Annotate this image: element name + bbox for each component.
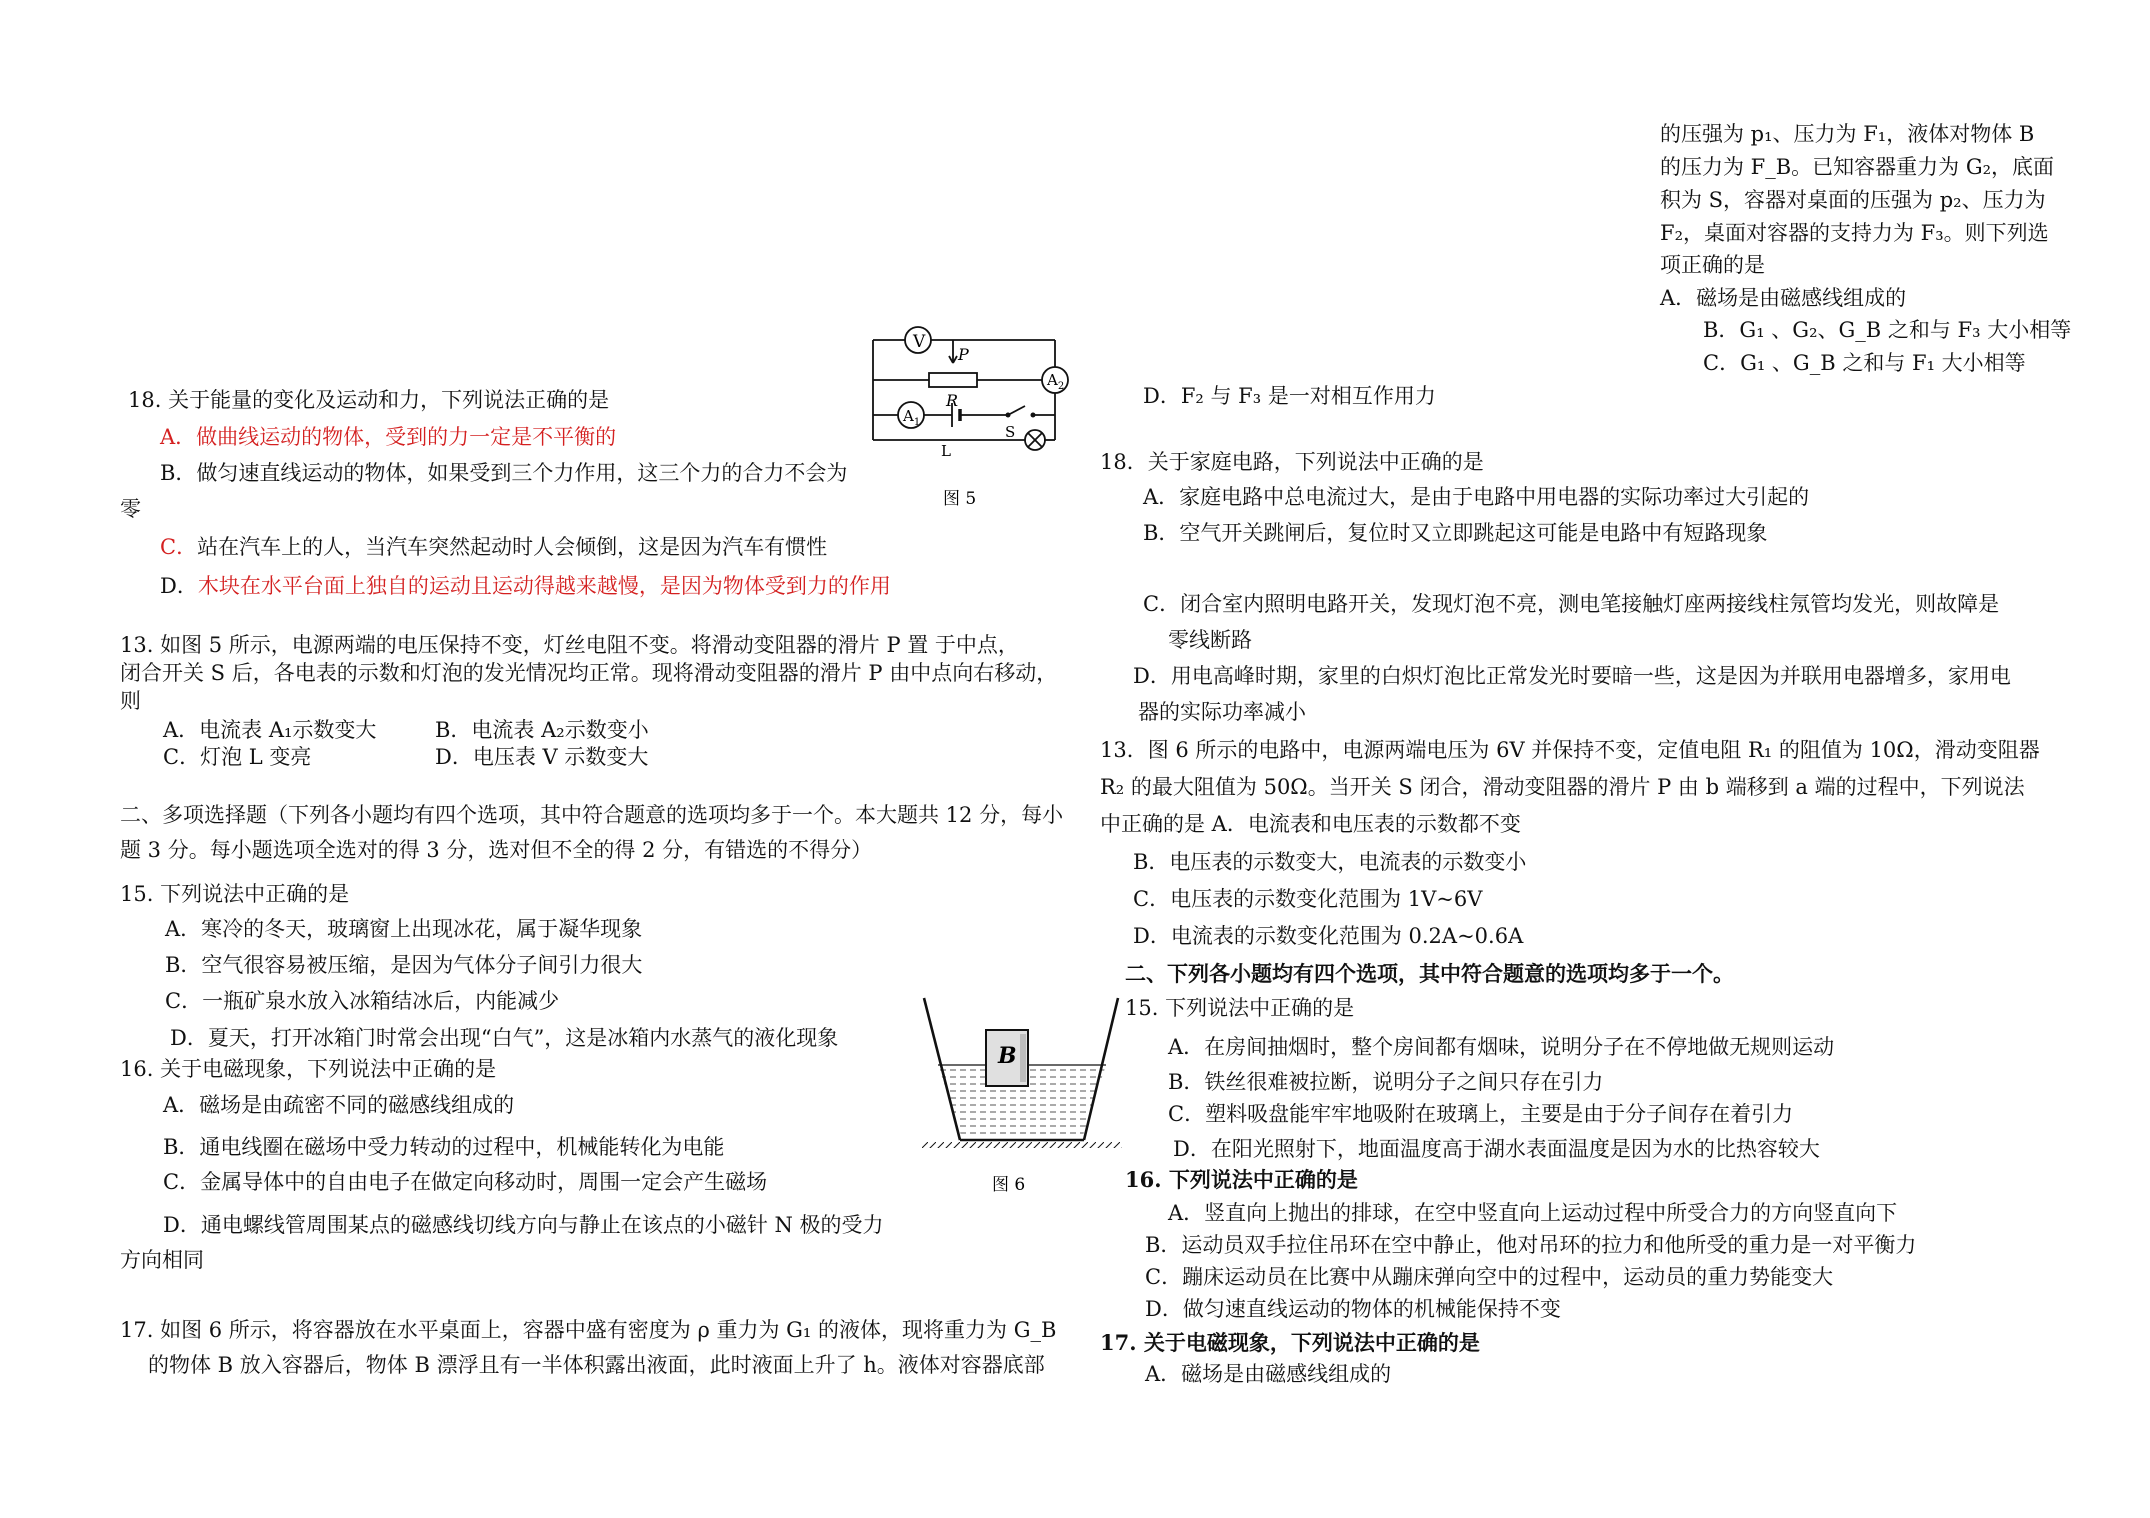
right-q17-option-b: B．G₁ 、G₂、G_B 之和与 F₃ 大小相等 xyxy=(1703,318,2072,342)
left-section2-line2: 题 3 分。每小题选项全选对的得 3 分，选对但不全的得 2 分，有错选的不得分） xyxy=(120,838,873,862)
figure-5-circuit xyxy=(865,318,1075,518)
left-q15-option-b: B．空气很容易被压缩，是因为气体分子间引力很大 xyxy=(165,953,643,977)
right-q18-option-c-cont: 零线断路 xyxy=(1168,628,1252,652)
fig5-caption: 图 5 xyxy=(943,489,977,509)
right-q17-option-c: C．G₁ 、G_B 之和与 F₁ 大小相等 xyxy=(1703,351,2026,375)
right-q17-cont4: F₂，桌面对容器的支持力为 F₃。则下列选 xyxy=(1660,221,2049,245)
left-q13-line2: 闭合开关 S 后，各电表的示数和灯泡的发光情况均正常。现将滑动变阻器的滑片 P 由中点向右移动， xyxy=(120,661,1058,685)
figure-6-container xyxy=(920,990,1125,1205)
left-q16-option-a: A．磁场是由疏密不同的磁感线组成的 xyxy=(163,1093,515,1117)
right-q13-option-c: C．电压表的示数变化范围为 1V~6V xyxy=(1133,887,1483,911)
right-q18-option-d: D．用电高峰时期，家里的白炽灯泡比正常发光时要暗一些，这是因为并联用电器增多，家用电 xyxy=(1133,664,2011,688)
right-q17-cont1: 的压强为 p₁、压力为 F₁，液体对物体 B xyxy=(1660,122,2035,146)
right-q17-option-d: D．F₂ 与 F₃ 是一对相互作用力 xyxy=(1143,384,1436,408)
left-q16-option-b: B．通电线圈在磁场中受力转动的过程中，机械能转化为电能 xyxy=(163,1135,725,1159)
left-q18-option-c xyxy=(160,535,827,560)
right-q16-stem: 16. 下列说法中正确的是 xyxy=(1125,1167,1358,1192)
left-q17-line2: 的物体 B 放入容器后，物体 B 漂浮且有一半体积露出液面，此时液面上升了 h。液体对容器底部 xyxy=(148,1353,1045,1377)
right-q18-option-d-cont: 器的实际功率减小 xyxy=(1138,700,1306,724)
left-q16-option-d: D．通电螺线管周围某点的磁感线切线方向与静止在该点的小磁针 N 极的受力 xyxy=(163,1213,884,1237)
left-q13-option-a: A．电流表 A₁示数变大 xyxy=(163,718,377,742)
left-q18-c-text: 站在汽车上的人，当汽车突然起动时人会倾倒，这是因为汽车有惯性 xyxy=(197,535,828,559)
right-q13-option-b: B．电压表的示数变大，电流表的示数变小 xyxy=(1133,850,1527,874)
fig5-voltmeter-label: V xyxy=(913,332,926,352)
left-q13-option-b: B．电流表 A₂示数变小 xyxy=(435,718,649,742)
right-q18-stem: 18．关于家庭电路，下列说法中正确的是 xyxy=(1100,450,1484,474)
fig6-object-label: B xyxy=(998,1043,1017,1069)
left-q18-option-b-cont: 零 xyxy=(120,497,141,521)
left-q18-d-text: 木块在水平台面上独自的运动且运动得越来越慢，是因为物体受到力的作用 xyxy=(197,574,891,598)
fig6-caption: 图 6 xyxy=(992,1175,1026,1195)
right-q15-stem: 15. 下列说法中正确的是 xyxy=(1125,996,1355,1020)
left-q18-option-a: A．做曲线运动的物体，受到的力一定是不平衡的 xyxy=(160,425,617,449)
right-q15-option-c: C．塑料吸盘能牢牢地吸附在玻璃上，主要是由于分子间存在着引力 xyxy=(1168,1102,1794,1126)
fig5-resistor-label: R xyxy=(946,391,959,410)
left-q17-line1: 17. 如图 6 所示，将容器放在水平桌面上，容器中盛有密度为 ρ 重力为 G₁ 的液体，现将重力为 G_B xyxy=(120,1318,1057,1342)
left-q15-option-d: D．夏天，打开冰箱门时常会出现“白气”，这是冰箱内水蒸气的液化现象 xyxy=(170,1026,839,1050)
left-q15-option-a: A．寒冷的冬天，玻璃窗上出现冰花，属于凝华现象 xyxy=(165,917,643,941)
right-q16-option-c: C．蹦床运动员在比赛中从蹦床弹向空中的过程中，运动员的重力势能变大 xyxy=(1145,1265,1834,1289)
right-q16-option-d: D．做匀速直线运动的物体的机械能保持不变 xyxy=(1145,1297,1561,1321)
right-q16-option-a: A．竖直向上抛出的排球，在空中竖直向上运动过程中所受合力的方向竖直向下 xyxy=(1168,1201,1898,1225)
right-q13-line3: 中正确的是 A．电流表和电压表的示数都不变 xyxy=(1100,812,1521,836)
right-q18-option-b: B．空气开关跳闸后，复位时又立即跳起这可能是电路中有短路现象 xyxy=(1143,521,1768,545)
left-q18-option-b: B．做匀速直线运动的物体，如果受到三个力作用，这三个力的合力不会为 xyxy=(160,461,848,485)
left-q16-option-d-cont: 方向相同 xyxy=(120,1248,204,1272)
left-q13-option-d: D．电压表 V 示数变大 xyxy=(435,745,649,769)
left-q13-option-c: C．灯泡 L 变亮 xyxy=(163,745,312,769)
fig5-switch-label: S xyxy=(1005,423,1016,441)
right-q17-cont3: 积为 S，容器对桌面的压强为 p₂、压力为 xyxy=(1660,188,2046,212)
right-q16-option-b: B．运动员双手拉住吊环在空中静止，他对吊环的拉力和他所受的重力是一对平衡力 xyxy=(1145,1233,1917,1257)
left-q13-line1: 13. 如图 5 所示，电源两端的电压保持不变，灯丝电阻不变。将滑动变阻器的滑片 P 置 于中点， xyxy=(120,633,1019,657)
left-q13-line3: 则 xyxy=(120,689,141,713)
right-q17-option-a: A．磁场是由磁感线组成的 xyxy=(1660,286,1907,310)
right-q15-option-b: B．铁丝很难被拉断，说明分子之间只存在引力 xyxy=(1168,1070,1604,1094)
right-q17-option-a: A．磁场是由磁感线组成的 xyxy=(1145,1362,1392,1386)
fig5-ammeter1-label: $A_1$ xyxy=(903,407,921,428)
right-q13-option-d: D．电流表的示数变化范围为 0.2A~0.6A xyxy=(1133,924,1524,948)
right-q18-option-c: C．闭合室内照明电路开关，发现灯泡不亮，测电笔接触灯座两接线柱氖管均发光，则故障是 xyxy=(1143,592,2000,616)
right-q13-line2: R₂ 的最大阻值为 50Ω。当开关 S 闭合，滑动变阻器的滑片 P 由 b 端移到 a 端的过程中，下列说法 xyxy=(1100,775,2025,799)
right-q15-option-d: D．在阳光照射下，地面温度高于湖水表面温度是因为水的比热容较大 xyxy=(1173,1137,1820,1161)
left-q18-stem: 18. 关于能量的变化及运动和力，下列说法正确的是 xyxy=(128,388,610,412)
fig5-lamp-label: L xyxy=(941,442,951,460)
right-q15-option-a: A．在房间抽烟时，整个房间都有烟味，说明分子在不停地做无规则运动 xyxy=(1168,1035,1835,1059)
right-q13-line1: 13．图 6 所示的电路中，电源两端电压为 6V 并保持不变，定值电阻 R₁ 的阻值为 10Ω，滑动变阻器 xyxy=(1100,738,2040,762)
right-q17-cont5: 项正确的是 xyxy=(1660,253,1765,277)
left-section2-line1: 二、多项选择题（下列各小题均有四个选项，其中符合题意的选项均多于一个。本大题共 12 分，每小 xyxy=(120,803,1064,827)
right-q18-option-a: A．家庭电路中总电流过大，是由于电路中用电器的实际功率过大引起的 xyxy=(1143,485,1810,509)
right-q17-stem: 17. 关于电磁现象，下列说法中正确的是 xyxy=(1100,1330,1480,1355)
fig5-ammeter2-label: $A_2$ xyxy=(1047,371,1065,392)
left-q16-stem: 16. 关于电磁现象，下列说法中正确的是 xyxy=(120,1057,497,1081)
left-q18-option-d xyxy=(160,574,891,599)
right-q17-cont2: 的压力为 F_B。已知容器重力为 G₂，底面 xyxy=(1660,155,2055,179)
right-section2: 二、下列各小题均有四个选项，其中符合题意的选项均多于一个。 xyxy=(1125,961,1734,986)
left-q15-option-c: C．一瓶矿泉水放入冰箱结冰后，内能减少 xyxy=(165,989,560,1013)
fig5-slider-label: P xyxy=(958,345,969,364)
left-q15-stem: 15. 下列说法中正确的是 xyxy=(120,882,350,906)
left-q18-c-letter: C． xyxy=(160,535,198,559)
left-q16-option-c: C．金属导体中的自由电子在做定向移动时，周围一定会产生磁场 xyxy=(163,1170,768,1194)
left-q18-d-letter: D． xyxy=(160,574,198,598)
